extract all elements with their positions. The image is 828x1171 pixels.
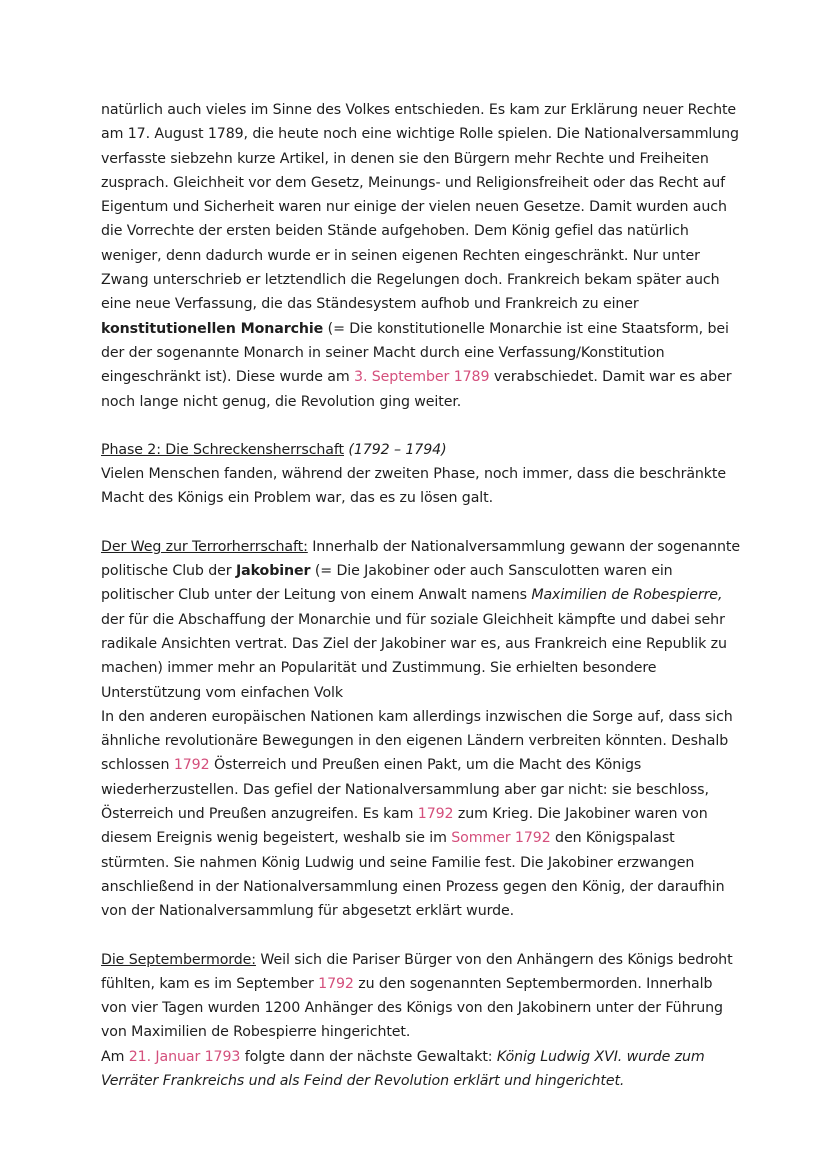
paragraph-rights	[101, 98, 741, 414]
period: (1792 – 1794)	[344, 441, 447, 458]
paragraph-terror	[101, 535, 741, 705]
text: In den anderen europäischen Nationen kam allerdings inzwischen die Sorge auf, dass sich ähnliche revolutionäre Bewegungen in den eigenen Ländern verbreiten könnten. Deshalb schlossen	[101, 708, 733, 774]
highlighted-date: 1792	[318, 975, 354, 992]
text: (= Die konstitutionelle Monarchie ist eine Staatsform, bei der der sogenannte Monarch in seiner Macht durch eine Verfassung/Konstitution eingeschränkt ist). Diese wurde am	[101, 320, 729, 386]
person-name: Maximilien de Robespierre,	[531, 587, 723, 604]
spacer	[101, 924, 741, 948]
text: der für die Abschaffung der Monarchie und für soziale Gleichheit kämpfte und dabei sehr radikale Ansichten vertrat. Das Ziel der Jakobiner war es, aus Frankreich eine Republik zu machen) immer mehr an Popularität und Zustimmung. Sie erhielten besondere Unterstützung vom einfachen Volk	[101, 611, 727, 701]
highlighted-date: 3. September 1789	[354, 369, 490, 386]
text: natürlich auch vieles im Sinne des Volkes entschieden. Es kam zur Erklärung neuer Rechte am 17. August 1789, die heute noch eine wichtige Rolle spielen. Die Nationalversammlung verfasste siebzehn kurze Artikel, in denen sie den Bürgern mehr Rechte und Freiheiten zusprach. Gleichheit vor dem Gesetz, Meinungs- und Religionsfreiheit oder das Recht auf Eigentum und Sicherheit waren nur einige der vielen neuen Gesetze. Damit wurden auch die Vorrechte der ersten beiden Stände aufgehoben. Dem König gefiel das natürlich weniger, denn dadurch wurde er in seinen eigenen Rechten eingeschränkt. Nur unter Zwang unterschrieb er letztendlich die Regelungen doch. Frankreich bekam später auch eine neue Verfassung, die das Ständesystem aufhob und Frankreich zu einer	[101, 102, 739, 313]
bold-term: konstitutionellen Monarchie	[101, 320, 324, 337]
paragraph-january	[101, 1045, 741, 1094]
highlighted-date: 1792	[173, 757, 210, 774]
spacer	[101, 414, 741, 438]
text: Weil sich die Pariser Bürger von den Anhängern des Königs bedroht fühlten, kam es im September	[101, 951, 733, 992]
document-page	[101, 98, 741, 1093]
text: zu den sogenannten Septembermorden. Innerhalb von vier Tagen wurden 1200 Anhänger des Königs von den Jakobinern unter der Führung von Maximilien de Robespierre hingerichtet.	[101, 975, 723, 1041]
text: zum Krieg. Die Jakobiner waren von diesem Ereignis wenig begeistert, weshalb sie im	[101, 806, 708, 847]
highlighted-date: 21. Januar 1793	[128, 1048, 241, 1065]
highlighted-date: Sommer 1792	[451, 830, 551, 847]
text: folgte dann der nächste Gewaltakt:	[240, 1048, 497, 1065]
bold-term: Jakobiner	[235, 563, 311, 580]
text: den Königspalast stürmten. Sie nahmen König Ludwig und seine Familie fest. Die Jakobiner erzwangen anschließend in der Nationalversammlung einen Prozess gegen den König, der daraufhin von der Nationalversammlung für abgesetzt erklärt wurde.	[101, 830, 725, 920]
spacer	[101, 511, 741, 535]
text: verabschiedet. Damit war es aber noch lange nicht genug, die Revolution ging weiter.	[101, 369, 732, 410]
text: (= Die Jakobiner oder auch Sansculotten waren ein politischer Club unter der Leitung von einem Anwalt namens	[101, 563, 673, 604]
text: Österreich und Preußen einen Pakt, um die Macht des Königs wiederherzustellen. Das gefiel der Nationalversammlung aber gar nicht: sie beschloss, Österreich und Preußen anzugreifen. Es kam	[101, 757, 709, 823]
text: Innerhalb der Nationalversammlung gewann der sogenannte politische Club der	[101, 538, 741, 580]
section-heading: Der Weg zur Terrorherrschaft:	[101, 538, 308, 555]
italic-statement: König Ludwig XVI. wurde zum Verräter Frankreichs und als Feind der Revolution erklärt und hingerichtet.	[101, 1048, 705, 1089]
text: Am	[101, 1048, 129, 1065]
section-heading: Phase 2: Die Schreckensherrschaft	[101, 441, 344, 458]
highlighted-date: 1792	[417, 806, 454, 823]
paragraph-phase2	[101, 438, 741, 511]
paragraph-september	[101, 948, 741, 1045]
text: Vielen Menschen fanden, während der zweiten Phase, noch immer, dass die beschränkte Macht des Königs ein Problem war, das es zu lösen galt.	[101, 466, 727, 507]
paragraph-europe	[101, 705, 741, 924]
section-heading: Die Septembermorde:	[101, 951, 256, 968]
